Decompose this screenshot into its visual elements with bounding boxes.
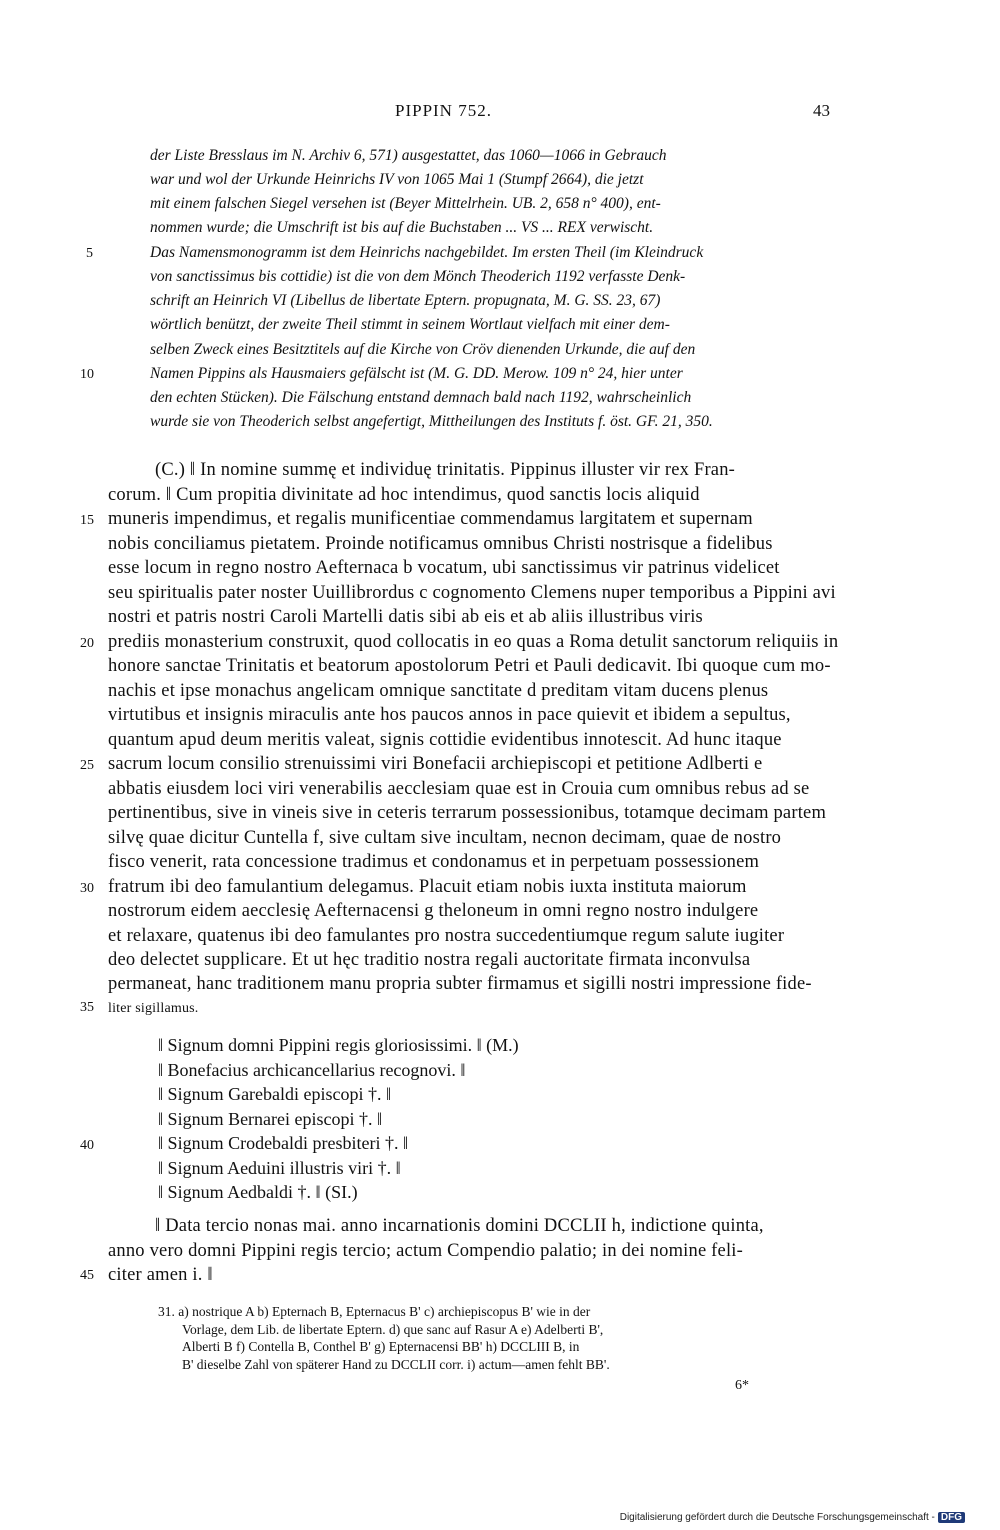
charter-line: fratrum ibi deo famulantium delegamus. Placuit etiam nobis iuxta instituta maiorum: [108, 877, 747, 897]
credit-text: Digitalisierung gefördert durch die Deutsche Forschungsgemeinschaft -: [619, 1512, 935, 1523]
charter-line: corum. ‖ Cum propitia divinitate ad hoc intendimus, quod sanctis locis aliquid: [108, 485, 700, 505]
line-number: 45: [80, 1268, 94, 1283]
signature-line: ‖ Signum Aeduini illustris viri †. ‖: [158, 1158, 401, 1178]
line-number: 20: [80, 636, 94, 651]
intro-line: mit einem falschen Siegel versehen ist (Beyer Mittelrhein. UB. 2, 658 n° 400), ent-: [150, 195, 661, 212]
charter-line: nachis et ipse monachus angelicam omnique sanctitate d preditam vitam ducens plenus: [108, 681, 769, 701]
charter-line: et relaxare, quatenus ibi deo famulantes pro nostra succedentiumque regum salute iugiter: [108, 926, 785, 946]
charter-line: quantum apud deum meritis valeat, signis cottidie evidentibus innotescit. Ad hunc itaque: [108, 730, 782, 750]
digitization-credit: [620, 1512, 965, 1523]
intro-line: war und wol der Urkunde Heinrichs IV von 1065 Mai 1 (Stumpf 2664), die jetzt: [150, 171, 644, 188]
intro-line: wurde sie von Theoderich selbst angefertigt, Mittheilungen des Instituts f. öst. GF. 21, 350.: [150, 413, 713, 430]
intro-line: nommen wurde; die Umschrift ist bis auf die Buchstaben ... VS ... REX verwischt.: [150, 219, 654, 236]
charter-line: silvę quae dicitur Cuntella f, sive cultam sive incultam, necnon decimam, quae de nostro: [108, 828, 782, 848]
footnote-line: 31. a) nostrique A b) Epternach B, Epternacus B' c) archiepiscopus B' wie in der: [158, 1304, 591, 1319]
charter-line: esse locum in regno nostro Aefternaca b vocatum, ubi sanctissimus vir patrinus videlicet: [108, 558, 780, 578]
charter-line: sacrum locum consilio strenuissimi viri Bonefacii archiepiscopi et petitione Adlberti e: [108, 754, 763, 774]
charter-line: permaneat, hanc traditionem manu propria subter firmamus et sigilli nostri impressione fide-: [108, 974, 812, 994]
signature-line: ‖ Signum Aedbaldi †. ‖ (SI.): [158, 1182, 358, 1202]
intro-line: der Liste Bresslaus im N. Archiv 6, 571) ausgestattet, das 1060—1066 in Gebrauch: [150, 147, 667, 164]
line-number: 10: [80, 367, 94, 382]
line-number: 25: [80, 758, 94, 773]
dating-line: anno vero domni Pippini regis tercio; actum Compendio palatio; in dei nomine feli-: [108, 1241, 743, 1261]
charter-line: nostri et patris nostri Caroli Martelli datis sibi ab eis et ab aliis illustribus viris: [108, 607, 703, 627]
charter-line: fisco venerit, rata concessione tradimus et condonamus et in perpetuam possessionem: [108, 852, 760, 872]
footnote-line: B' dieselbe Zahl von späterer Hand zu DCCLII corr. i) actum—amen fehlt BB'.: [182, 1357, 610, 1372]
signature-line: ‖ Signum Bernarei episcopi †. ‖: [158, 1109, 383, 1129]
line-number: 40: [80, 1138, 94, 1153]
intro-line: selben Zweck eines Besitztitels auf die Kirche von Cröv dienenden Urkunde, die auf den: [150, 341, 696, 358]
page-number: 43: [813, 101, 830, 120]
charter-line: liter sigillamus.: [108, 1001, 199, 1016]
running-title: PIPPIN 752.: [395, 101, 492, 120]
intro-line: schrift an Heinrich VI (Libellus de libertate Eptern. propugnata, M. G. SS. 23, 67): [150, 292, 661, 309]
intro-line: von sanctissimus bis cottidie) ist die von dem Mönch Theoderich 1192 verfasste Denk-: [150, 268, 686, 285]
charter-line: pertinentibus, sive in vineis sive in ceteris terrarum possessionibus, totamque decimam partem: [108, 803, 827, 823]
signature-mark: 6*: [735, 1378, 749, 1393]
charter-line: virtutibus et insignis miraculis ante hos paucos annos in pace quievit et ibidem a sepultus,: [108, 705, 791, 725]
charter-line: prediis monasterium construxit, quod collocatis in eo quas a Roma detulit sanctorum reliquiis in: [108, 632, 839, 652]
line-number: 35: [80, 1000, 94, 1015]
charter-line: seu spiritualis pater noster Uuillibrordus c cognomento Clemens nuper temporibus a Pippini avi: [108, 583, 836, 603]
charter-line: muneris impendimus, et regalis munificentiae commendamus largitatem et supernam: [108, 509, 753, 529]
signature-line: ‖ Bonefacius archicancellarius recognovi. ‖: [158, 1060, 466, 1080]
signature-line: ‖ Signum Crodebaldi presbiteri †. ‖: [158, 1133, 409, 1153]
charter-line: deo delectet supplicare. Et ut hęc traditio nostra regali auctoritate firmata inconvulsa: [108, 950, 751, 970]
intro-line: wörtlich benützt, der zweite Theil stimmt in seinem Wortlaut vielfach mit einer dem-: [150, 316, 670, 333]
line-number: 5: [86, 246, 93, 261]
charter-line: (C.) ‖ In nomine summę et individuę trinitatis. Pippinus illuster vir rex Fran-: [155, 460, 736, 480]
dating-line: ‖ Data tercio nonas mai. anno incarnationis domini DCCLII h, indictione quinta,: [155, 1216, 764, 1236]
charter-line: abbatis eiusdem loci viri venerabilis aecclesiam quae est in Crouia cum omnibus rebus ad se: [108, 779, 810, 799]
intro-line: Das Namensmonogramm ist dem Heinrichs nachgebildet. Im ersten Theil (im Kleindruck: [150, 244, 704, 261]
dating-line: citer amen i. ‖: [108, 1265, 213, 1285]
intro-line: Namen Pippins als Hausmaiers gefälscht ist (M. G. DD. Merow. 109 n° 24, hier unter: [150, 365, 683, 382]
line-number: 15: [80, 513, 94, 528]
footnote-line: Vorlage, dem Lib. de libertate Eptern. d) que sanc auf Rasur A e) Adelberti B',: [182, 1322, 604, 1337]
footnote-line: Alberti B f) Contella B, Conthel B' g) Epternacensi BB' h) DCCLIII B, in: [182, 1339, 580, 1354]
charter-line: nostrorum eidem aecclesię Aefternacensi g theloneum in omni regno nostro indulgere: [108, 901, 759, 921]
intro-line: den echten Stücken). Die Fälschung entstand demnach bald nach 1192, wahrscheinlich: [150, 389, 692, 406]
line-number: 30: [80, 881, 94, 896]
charter-line: nobis conciliamus pietatem. Proinde notificamus omnibus Christi nostrisque a fidelibus: [108, 534, 773, 554]
signature-line: ‖ Signum domni Pippini regis gloriosissimi. ‖ (M.): [158, 1035, 519, 1055]
signature-line: ‖ Signum Garebaldi episcopi †. ‖: [158, 1084, 392, 1104]
charter-line: honore sanctae Trinitatis et beatorum apostolorum Petri et Pauli dedicavit. Ibi quoque cum mo-: [108, 656, 831, 676]
dfg-logo: DFG: [938, 1512, 965, 1523]
